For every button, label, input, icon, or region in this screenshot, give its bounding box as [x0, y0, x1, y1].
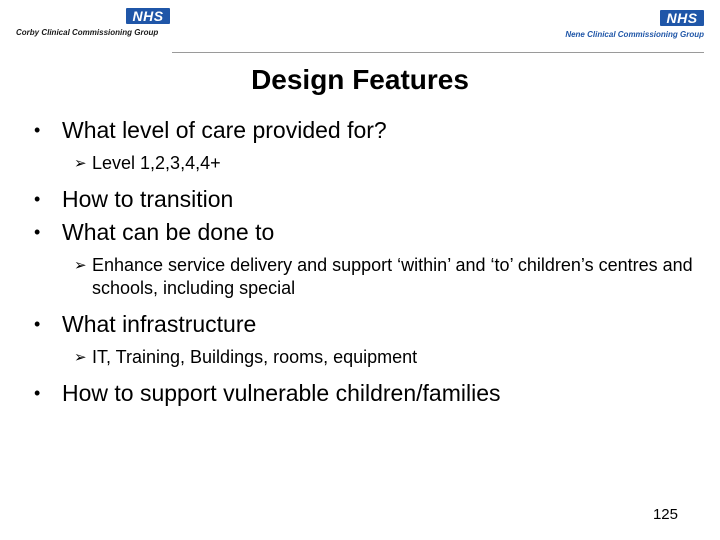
bullet-dot-icon: •: [34, 189, 41, 209]
bullet-item: [34, 216, 694, 248]
bullet-text: What infrastructure: [62, 311, 257, 337]
nhs-badge: NHS: [660, 10, 704, 26]
sub-bullet-item: [34, 254, 694, 300]
bullet-item: [34, 308, 694, 340]
sub-bullet-text: Enhance service delivery and support ‘within’ and ‘to’ children’s centres and schools, including special: [92, 255, 693, 298]
bullet-item: [34, 377, 694, 409]
nhs-badge: NHS: [126, 8, 170, 24]
slide-body: [34, 114, 694, 410]
bullet-item: [34, 183, 694, 215]
bullet-text: How to transition: [62, 186, 234, 212]
sub-bullet-text: IT, Training, Buildings, rooms, equipment: [92, 347, 418, 367]
bullet-dot-icon: •: [34, 120, 41, 140]
bullet-dot-icon: •: [34, 222, 41, 242]
sub-bullet-item: [34, 346, 694, 369]
bullet-dot-icon: •: [34, 314, 41, 334]
corby-ccg-name: Corby Clinical Commissioning Group: [16, 28, 159, 37]
sub-bullet-item: [34, 152, 694, 175]
header-divider: [172, 52, 704, 53]
page-number: 125: [652, 506, 678, 523]
bullet-dot-icon: •: [34, 383, 41, 403]
corby-ccg-logo: [16, 8, 172, 42]
bullet-text: How to support vulnerable children/families: [62, 380, 501, 406]
arrow-bullet-icon: ➢: [74, 155, 87, 172]
slide-title: Design Features: [251, 64, 469, 95]
arrow-bullet-icon: ➢: [74, 349, 87, 366]
bullet-item: [34, 114, 694, 146]
bullet-text: What can be done to: [62, 219, 275, 245]
sub-bullet-text: Level 1,2,3,4,4+: [92, 153, 221, 173]
nene-ccg-logo: [552, 10, 704, 42]
nene-ccg-name: Nene Clinical Commissioning Group: [565, 30, 704, 39]
arrow-bullet-icon: ➢: [74, 257, 87, 274]
bullet-text: What level of care provided for?: [62, 117, 387, 143]
